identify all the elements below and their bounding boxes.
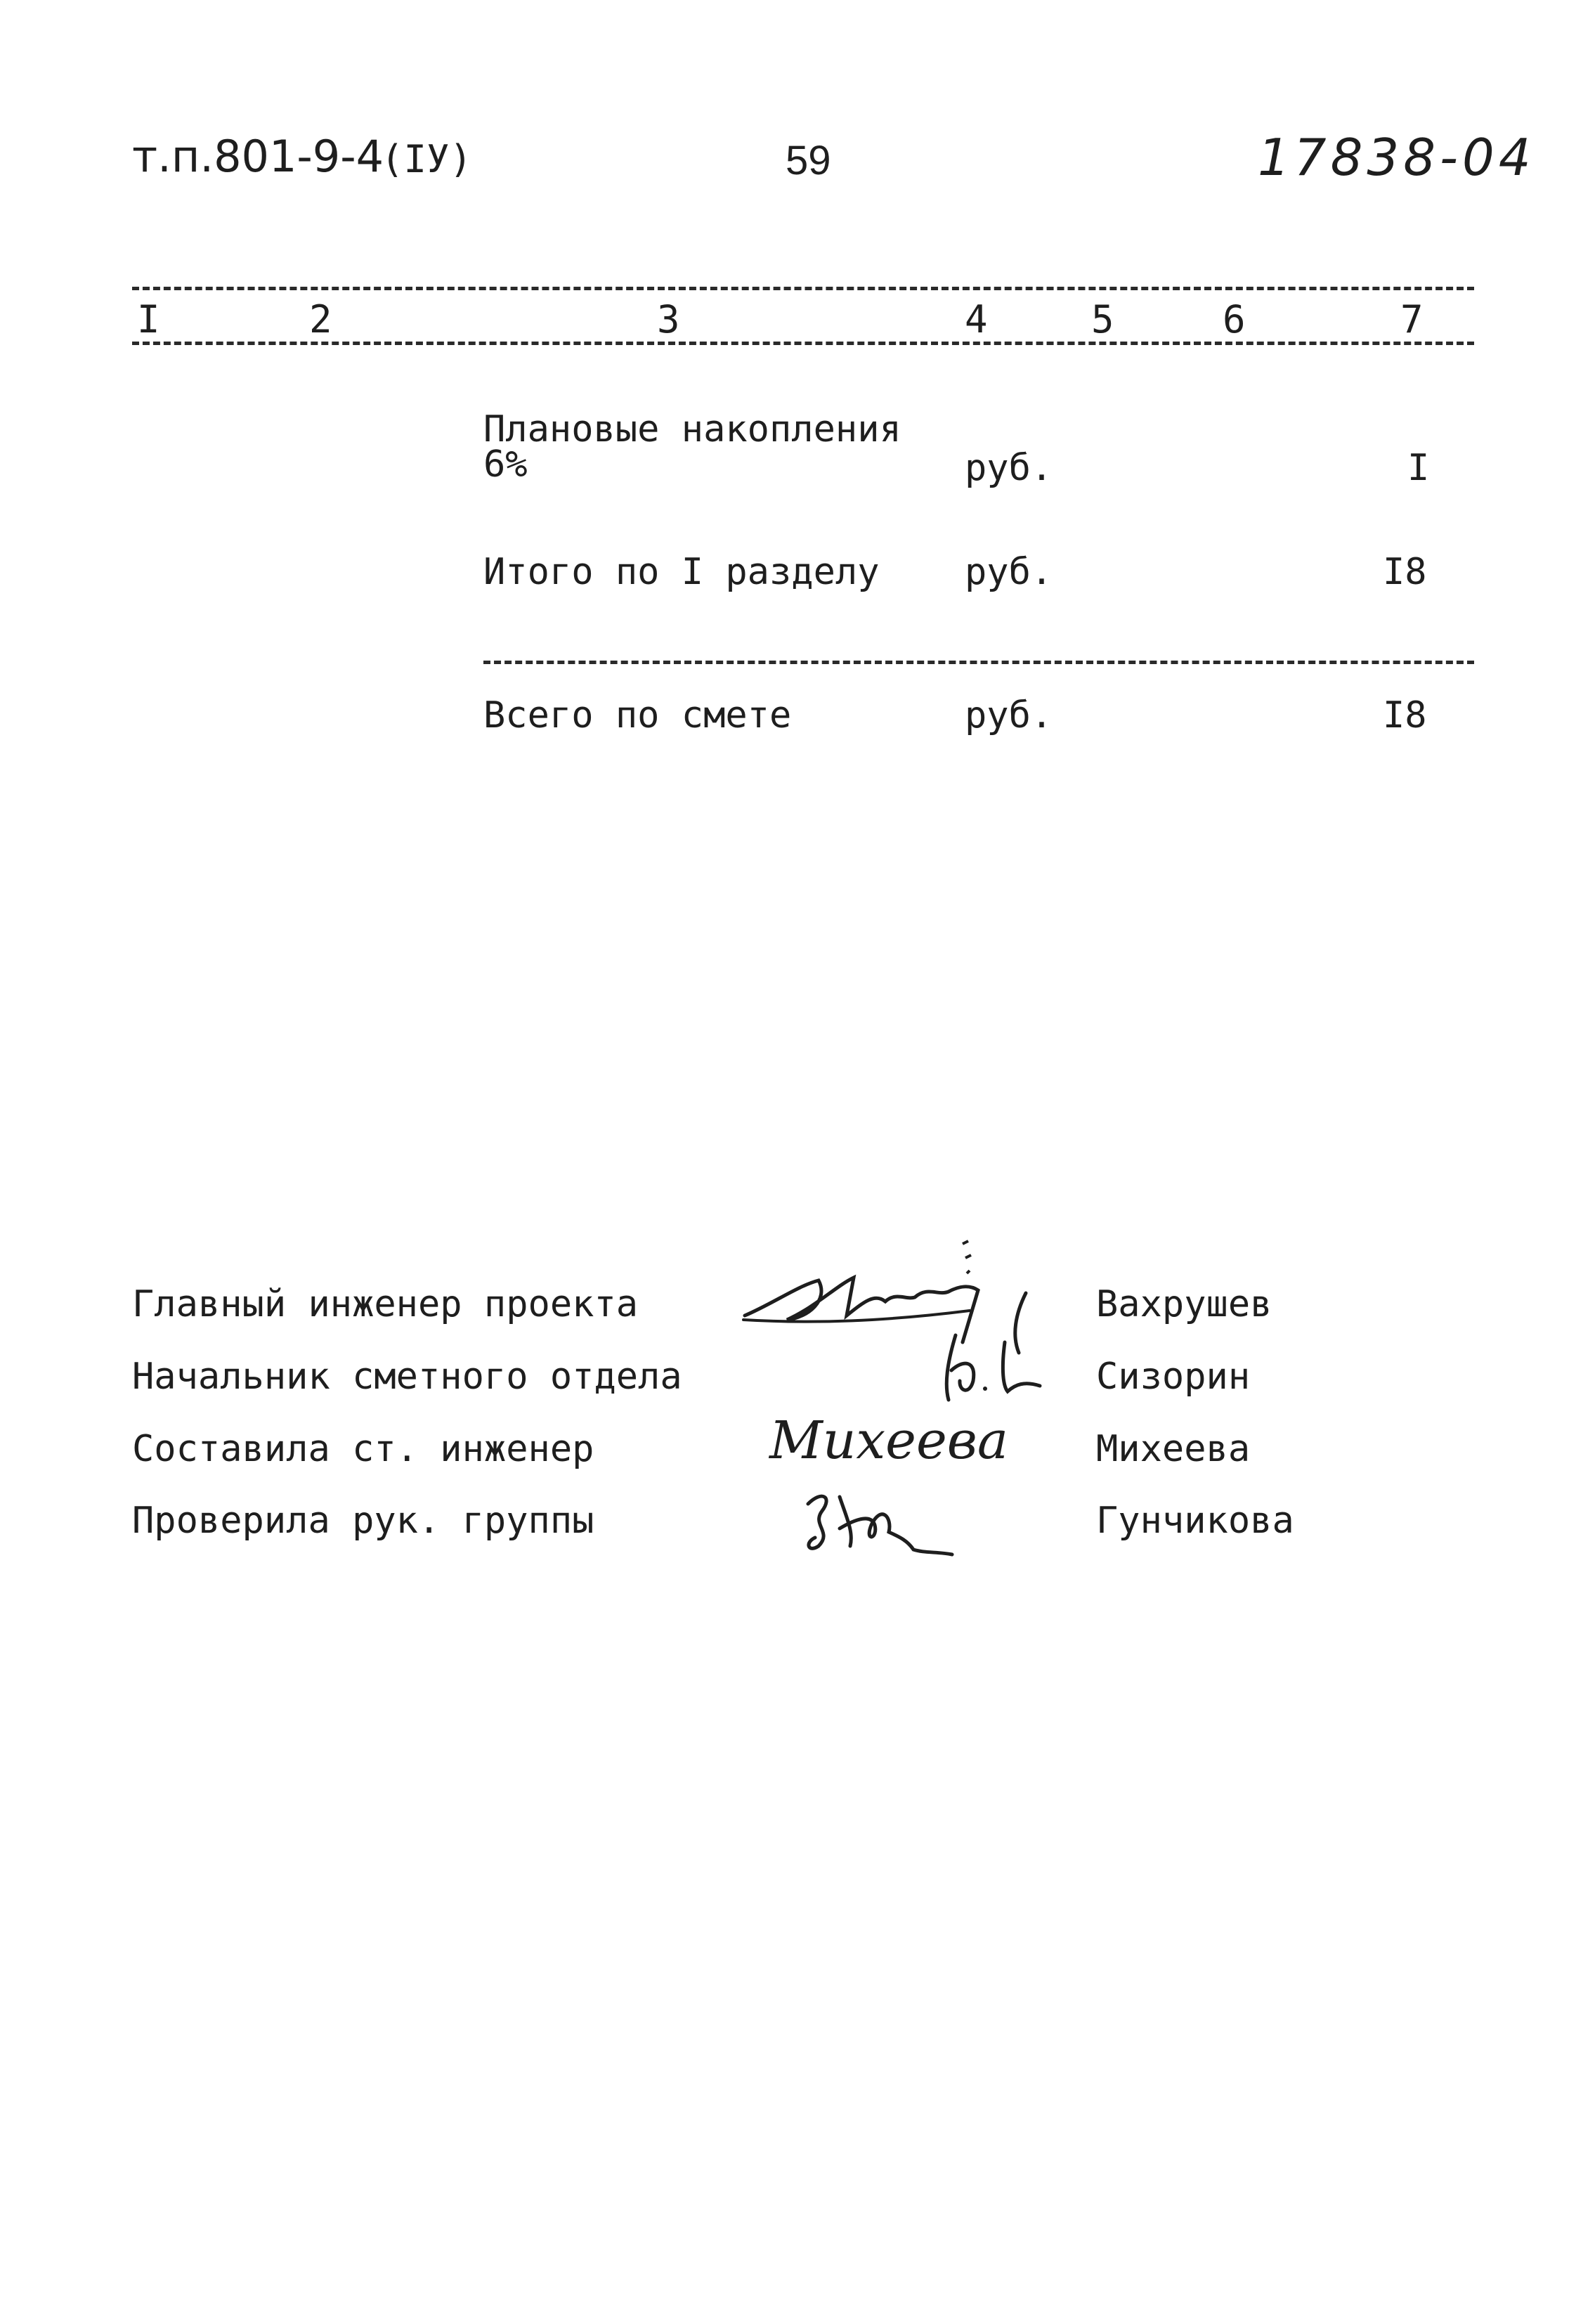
grand-total-label: Всего по смете — [483, 694, 792, 736]
signature-scribble-compiler — [762, 1402, 1015, 1479]
signature-scribble-checker — [790, 1476, 959, 1567]
signature-name-mikheeva: Михеева — [1096, 1428, 1251, 1470]
signature-name-vakhrushev: Вахрушев — [1096, 1283, 1272, 1325]
signature-role-compiler: Составила ст. инженер — [132, 1428, 594, 1470]
signature-scribble-estimate-head — [934, 1321, 1068, 1406]
row-section-total-value: I8 — [1383, 551, 1427, 593]
project-code: т.п.801-9-4 — [132, 131, 384, 182]
column-number-2: 2 — [309, 297, 332, 342]
grand-total-separator — [483, 661, 1474, 664]
column-number-6: 6 — [1223, 297, 1246, 342]
column-header-bottom-rule — [132, 342, 1474, 345]
row-planned-savings-label: Плановые накопления — [483, 408, 901, 450]
signature-name-gunchikova: Гунчикова — [1096, 1500, 1294, 1542]
grand-total-unit: руб. — [965, 694, 1053, 736]
signature-name-sizorin: Сизорин — [1096, 1356, 1251, 1398]
row-planned-savings-unit: руб. — [965, 447, 1053, 489]
page-number: 59 — [786, 138, 831, 183]
row-planned-savings-value: I — [1407, 447, 1430, 489]
signature-role-chief-engineer: Главный инженер проекта — [132, 1283, 639, 1325]
row-section-total-unit: руб. — [965, 551, 1053, 593]
column-number-4: 4 — [965, 297, 988, 342]
row-planned-savings-percent: 6% — [483, 443, 528, 486]
column-number-5: 5 — [1091, 297, 1114, 342]
column-header-top-rule — [132, 287, 1474, 290]
column-number-3: 3 — [657, 297, 680, 342]
inventory-number: 17838-04 — [1258, 128, 1535, 187]
grand-total-value: I8 — [1383, 694, 1427, 736]
column-number-7: 7 — [1400, 297, 1424, 342]
signature-role-checker: Проверила рук. группы — [132, 1500, 594, 1542]
signature-handwriting-mikheeva: Михеева — [769, 1410, 1008, 1471]
column-number-1: I — [137, 297, 160, 342]
signature-role-estimate-head: Начальник сметного отдела — [132, 1356, 682, 1398]
volume-label: (IУ) — [381, 137, 473, 181]
row-section-total-label: Итого по I разделу — [483, 551, 880, 593]
